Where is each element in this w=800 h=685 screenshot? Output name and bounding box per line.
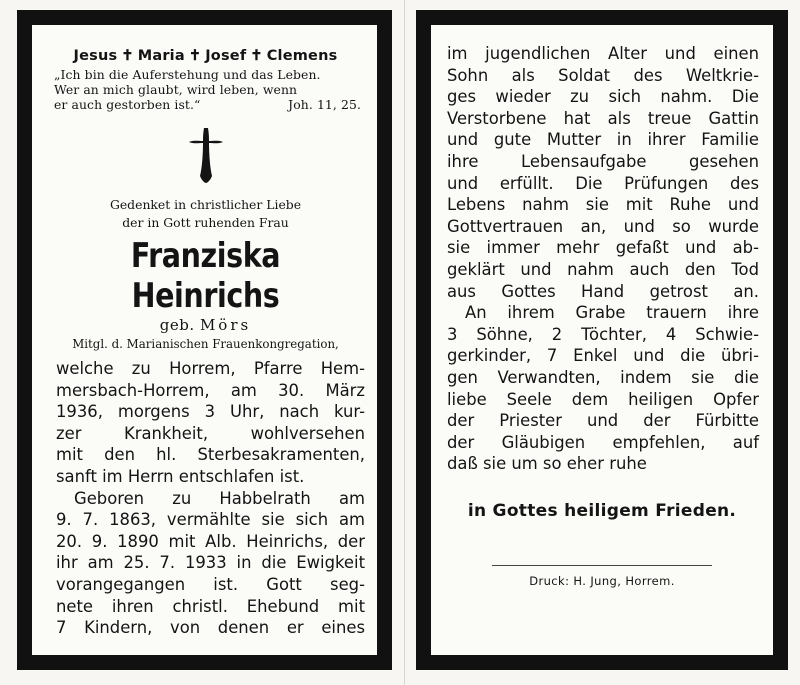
text-line: An ihrem Grabe trauern ihre [465,303,759,323]
text-line: und erfüllt. Die Prüfungen des [447,173,759,193]
text-line: mersbach-Horrem, am 30. März [56,380,365,400]
quote-line: „Ich bin die Auferstehung und das Leben. [54,67,321,82]
text-line: liebe Seele dem heiligen Opfer [447,389,759,409]
text-line: vorangegangen ist. Gott seg- [56,574,365,594]
latin-cross-icon [187,126,225,184]
text-line: 9. 7. 1863, vermählte sie sich am [56,510,365,530]
text-line: Lebens nahm sie mit Ruhe und [447,195,759,215]
text-line: welche zu Horrem, Pfarre Hem- [56,359,365,378]
quote-line-text: er auch gestorben ist.“ [54,97,201,112]
quote-line [54,97,365,112]
text-line: im jugendlichen Alter und einen [447,44,759,63]
header-name-josef: Josef [205,48,247,64]
text-line: sie immer mehr gefaßt und ab- [447,238,759,258]
text-line: 7 Kindern, von denen er eines [56,618,365,638]
text-line: Gottvertrauen an, und so wurde [447,216,759,236]
text-line: 3 Söhne, 2 Töchter, 4 Schwie- [447,324,759,344]
birth-name-prefix: geb. [159,316,195,334]
closing-blessing: in Gottes heiligem Frieden. [467,500,737,521]
divider-line [492,565,712,566]
text-line: Verstorbene hat als treue Gattin [447,108,759,128]
text-line: aus Gottes Hand getrost an. [447,281,759,301]
bible-quote [54,67,365,112]
text-line: Geboren zu Habbelrath am [74,488,365,508]
text-line: 20. 9. 1890 mit Alb. Heinrichs, der [56,531,365,551]
memorial-card-right-page [416,10,788,670]
obituary-text-right [447,43,759,475]
text-line: ihr am 25. 7. 1933 in die Ewigkeit [56,553,365,573]
text-line: mit den hl. Sterbesakramenten, [56,445,365,465]
header-name-maria: Maria [137,48,185,64]
text-line: sanft im Herrn entschlafen ist. [56,466,305,486]
obituary-text-left [56,358,365,639]
remembrance-intro [46,196,365,232]
left-page-content [32,25,377,655]
text-line: zer Krankheit, wohlversehen [56,423,365,443]
text-line: geklärt und nahm auch den Tod [447,259,759,279]
text-line: daß sie um so eher ruhe [447,454,647,474]
header-holy-names [46,47,365,65]
quote-line: Wer an mich glaubt, wird leben, wenn [54,82,298,97]
remembrance-line: der in Gott ruhenden Frau [122,215,289,230]
text-line: gen Verwandten, indem sie die [447,367,759,387]
birth-name [46,316,365,334]
card-fold-line [404,0,405,685]
printer-imprint: Druck: H. Jung, Horrem. [529,573,675,588]
text-line: nete ihren christl. Ehebund mit [56,596,365,616]
remembrance-line: Gedenket in christlicher Liebe [109,197,302,212]
text-line: Sohn als Soldat des Weltkrie- [447,65,759,85]
membership-note: Mitgl. d. Marianischen Frauenkongregation, [72,337,339,351]
text-line: ges wieder zu sich nahm. Die [447,87,759,107]
text-line: gerkinder, 7 Enkel und die übri- [447,346,759,366]
header-name-clemens: Clemens [266,48,338,64]
text-line: ihre Lebensaufgabe gesehen [447,151,759,171]
right-page-content [431,25,773,655]
maiden-name: Mörs [199,316,252,334]
header-name-jesus: Jesus [73,48,118,64]
small-cross-icon: ✝ [250,47,263,64]
deceased-name: Franziska Heinrichs [130,236,281,316]
text-line: der Priester und der Fürbitte [447,411,759,431]
text-line: 1936, morgens 3 Uhr, nach kur- [56,402,365,422]
small-cross-icon: ✝ [121,47,134,64]
text-line: der Gläubigen empfehlen, auf [447,432,759,452]
text-line: und gute Mutter in ihrer Familie [447,130,759,150]
small-cross-icon: ✝ [188,47,202,64]
memorial-card-left-page [17,10,392,670]
quote-reference: Joh. 11, 25. [288,97,361,112]
